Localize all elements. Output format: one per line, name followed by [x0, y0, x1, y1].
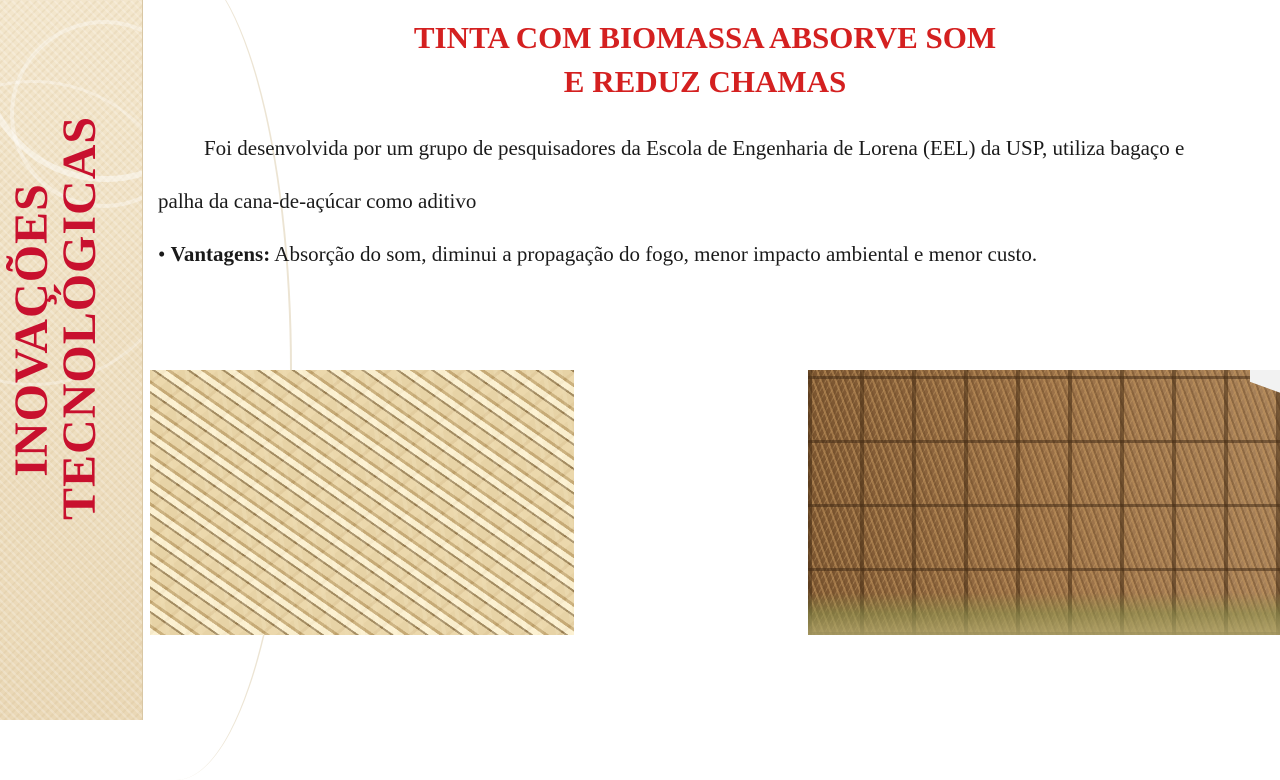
- side-title-line1: INOVAÇÕES: [5, 183, 58, 477]
- advantages-text: Absorção do som, diminui a propagação do fogo, menor impacto ambiental e menor custo.: [270, 242, 1038, 266]
- straw-bales-photo: [808, 370, 1280, 635]
- side-title-line2: TECNOLÓGICAS: [53, 115, 106, 520]
- side-title: [5, 115, 118, 520]
- advantages-bullet: [158, 228, 1228, 281]
- sugarcane-bagasse-photo: [150, 370, 574, 635]
- slide-title-line1: TINTA COM BIOMASSA ABSORVE SOM: [413, 20, 997, 55]
- description-paragraph: Foi desenvolvida por um grupo de pesquisadores da Escola de Engenharia de Lorena (EEL) da USP, utiliza bagaço e palha da cana-de-açúcar como aditivo: [158, 136, 1185, 213]
- slide-title-line2: E REDUZ CHAMAS: [563, 64, 847, 99]
- advantages-label: Vantagens:: [170, 242, 271, 266]
- slide-body: [158, 122, 1228, 281]
- slide-title: [300, 16, 1110, 104]
- bullet-marker: •: [158, 242, 166, 266]
